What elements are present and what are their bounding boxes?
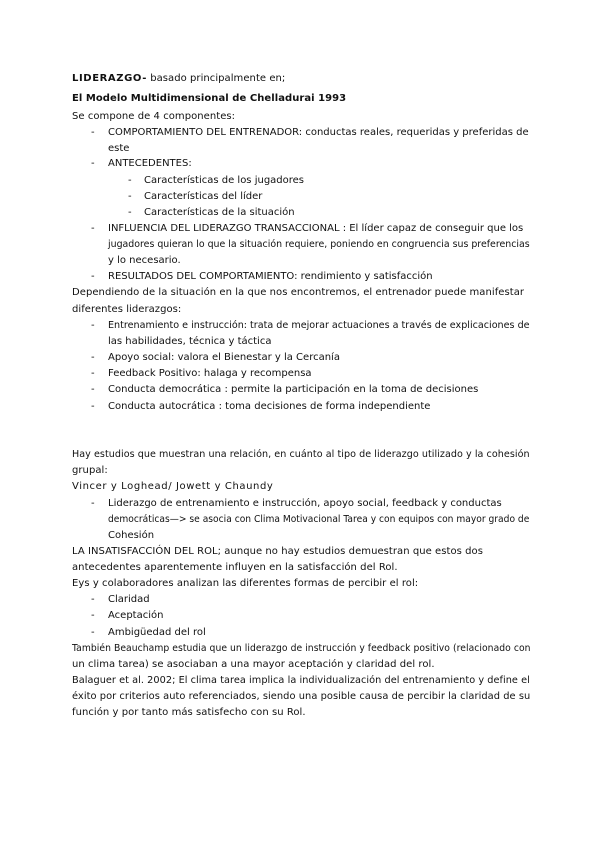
bullet-dash: -: [91, 352, 95, 363]
bullet-dash: -: [91, 223, 95, 234]
dependiendo-line2: diferentes liderazgos:: [72, 304, 182, 315]
bullet-dash: -: [91, 127, 95, 138]
liderazgo-item: Feedback Positivo: halaga y recompensa: [108, 368, 312, 379]
insatisfaccion-line2: antecedentes aparentemente influyen en la satisfacción del Rol.: [72, 562, 398, 573]
balaguer-line2: éxito por criterios auto referenciados, siendo una posible causa de percibir la claridad de su: [72, 691, 531, 702]
bullet-dash: -: [91, 627, 95, 638]
subheading: El Modelo Multidimensional de Chelladurai 1993: [72, 93, 347, 104]
beauchamp-line2: un clima tarea) se asociaban a una mayor aceptación y claridad del rol.: [72, 659, 435, 670]
bullet-dash: -: [91, 401, 95, 412]
liderazgo-item: Conducta autocrática : toma decisiones de forma independiente: [108, 401, 431, 412]
rol-item: Ambigüedad del rol: [108, 627, 206, 638]
vincer-bullet-line1: Liderazgo de entrenamiento e instrucción, apoyo social, feedback y conductas: [108, 498, 502, 509]
antecedente-item: Características del líder: [144, 191, 263, 202]
liderazgo-item-cont: las habilidades, técnica y táctica: [108, 336, 272, 347]
heading-line: [72, 73, 285, 85]
insatisfaccion-line1: LA INSATISFACCIÓN DEL ROL; aunque no hay estudios demuestran que estos dos: [72, 546, 483, 557]
balaguer-line1: Balaguer et al. 2002; El clima tarea implica la individualización del entrenamiento y define el: [72, 675, 530, 686]
component-2-line1: ANTECEDENTES:: [108, 158, 192, 169]
component-1-line1: COMPORTAMIENTO DEL ENTRENADOR: conductas reales, requeridas y preferidas de: [108, 127, 529, 138]
vincer-bullet-line3: Cohesión: [108, 530, 155, 541]
bullet-dash: -: [128, 191, 132, 202]
bullet-dash: -: [91, 158, 95, 169]
transaccional-line3: y lo necesario.: [108, 255, 181, 266]
bullet-dash: -: [128, 175, 132, 186]
heading-bold: LIDERAZGO-: [72, 73, 147, 84]
estudios-line1: Hay estudios que muestran una relación, en cuánto al tipo de liderazgo utilizado y la cohesión: [72, 449, 530, 460]
rol-item: Claridad: [108, 594, 150, 605]
intro-text: Se compone de 4 componentes:: [72, 111, 236, 122]
liderazgo-item: Entrenamiento e instrucción: trata de mejorar actuaciones a través de explicaciones de: [108, 320, 530, 331]
dependiendo-line1: Dependiendo de la situación en la que nos encontremos, el entrenador puede manifestar: [72, 287, 525, 298]
estudios-line2: grupal:: [72, 465, 108, 476]
bullet-dash: -: [91, 594, 95, 605]
component-1-line2: este: [108, 143, 130, 154]
antecedente-item: Características de la situación: [144, 207, 295, 218]
bullet-dash: -: [91, 271, 95, 282]
bullet-dash: -: [91, 498, 95, 509]
resultados-line: RESULTADOS DEL COMPORTAMIENTO: rendimiento y satisfacción: [108, 271, 433, 282]
beauchamp-line1: También Beauchamp estudia que un liderazgo de instrucción y feedback positivo (relacionado con: [72, 643, 531, 654]
antecedente-item: Características de los jugadores: [144, 175, 305, 186]
rol-item: Aceptación: [108, 610, 164, 621]
bullet-dash: -: [91, 320, 95, 331]
transaccional-line2: jugadores quieran lo que la situación requiere, poniendo en congruencia sus preferencias: [108, 239, 530, 250]
vincer-bullet-line2: democráticas—> se asocia con Clima Motivacional Tarea y con equipos con mayor grado de: [108, 514, 530, 525]
balaguer-line3: función y por tanto más satisfecho con su Rol.: [72, 707, 306, 718]
bullet-dash: -: [91, 384, 95, 395]
liderazgo-item: Conducta democrática : permite la participación en la toma de decisiones: [108, 384, 479, 395]
bullet-dash: -: [128, 207, 132, 218]
bullet-dash: -: [91, 610, 95, 621]
heading-rest: basado principalmente en;: [146, 73, 286, 84]
eys-line: Eys y colaboradores analizan las diferentes formas de percibir el rol:: [72, 578, 419, 589]
liderazgo-item: Apoyo social: valora el Bienestar y la Cercanía: [108, 352, 340, 363]
vincer-line: Vincer y Loghead/ Jowett y Chaundy: [72, 481, 274, 492]
bullet-dash: -: [91, 368, 95, 379]
transaccional-line1: INFLUENCIA DEL LIDERAZGO TRANSACCIONAL : El líder capaz de conseguir que los: [108, 223, 524, 234]
